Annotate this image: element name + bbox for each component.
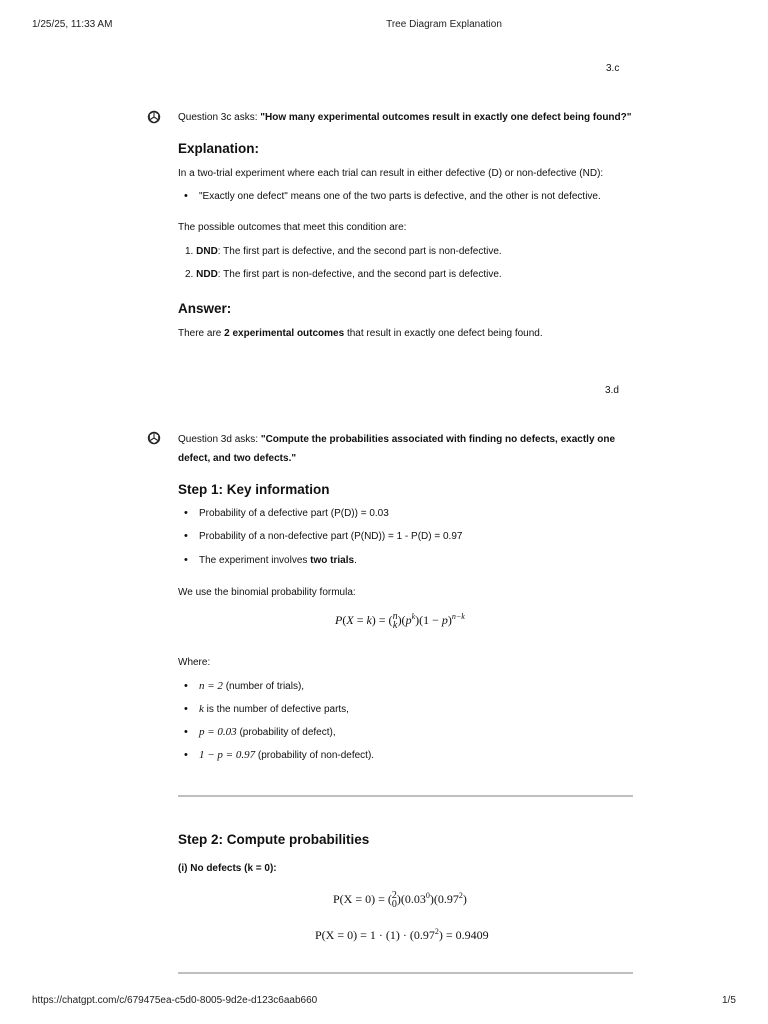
- eq1-mid: )(0.97: [429, 892, 459, 906]
- binomial-formula: P(X = k) = (n $k)(p^k)(1 - p)^{n-k}$: [335, 611, 465, 632]
- eq1-lhs: P(X = 0) = (: [333, 892, 392, 906]
- question-3d-text-line2: defect, and two defects.": [178, 453, 297, 464]
- where-item: [199, 703, 349, 716]
- eq2-main: P(X = 0) = 1 · (1) · (0.97: [315, 928, 435, 942]
- key-info-bullet: • Probability of a defective part (P(D)) = 0.03: [199, 507, 389, 520]
- print-title: Tree Diagram Explanation: [386, 19, 502, 30]
- where-item-text: is the number of defective parts,: [203, 704, 349, 715]
- equation-p0-setup: [333, 891, 467, 909]
- answer-post: that result in exactly one defect being found.: [344, 328, 543, 339]
- section-divider: [178, 972, 633, 974]
- where-item-math: k: [199, 703, 204, 715]
- answer-text: [178, 327, 543, 340]
- list-item-term: NDD: [196, 269, 218, 280]
- print-url: https://chatgpt.com/c/679475ea-c5d0-8005-9d2e-d123c6aab660: [32, 995, 318, 1006]
- where-item: [199, 726, 336, 739]
- eq1-exp2: 2: [458, 891, 463, 900]
- answer-bold: 2 experimental outcomes: [224, 328, 345, 339]
- eq1-end: ): [462, 892, 467, 906]
- question-3c-prefix: Question 3c asks:: [178, 112, 261, 123]
- list-item-number: 2.: [185, 269, 194, 280]
- where-item-math: 1 − p = 0.97: [199, 749, 256, 761]
- subcase-no-defects: (i) No defects (k = 0):: [178, 863, 277, 874]
- answer-pre: There are: [178, 328, 225, 339]
- list-item: [185, 268, 502, 281]
- where-item-text: (probability of defect),: [236, 727, 336, 738]
- list-item: [185, 245, 502, 258]
- bullet-post: .: [354, 555, 357, 566]
- step1-heading: Step 1: Key information: [178, 482, 330, 497]
- question-3c: [178, 111, 632, 124]
- formula-intro: We use the binomial probability formula:: [178, 587, 356, 598]
- explanation-bullet: • "Exactly one defect" means one of the two parts is defective, and the other is not defective.: [199, 190, 601, 203]
- eq1-rest: )(0.03: [396, 892, 426, 906]
- list-item-text: : The first part is defective, and the second part is non-defective.: [217, 246, 502, 257]
- list-item-term: DND: [196, 246, 218, 257]
- key-info-bullet: • Probability of a non-defective part (P(ND)) = 1 - P(D) = 0.97: [199, 530, 462, 543]
- where-item-math: p = 0.03: [199, 726, 237, 738]
- answer-heading: Answer:: [178, 301, 232, 316]
- eq1-binom-bottom: 0: [391, 899, 397, 911]
- bullet-bold: two trials: [310, 555, 355, 566]
- print-datetime: 1/25/25, 11:33 AM: [32, 19, 113, 30]
- chatgpt-logo-icon: [146, 430, 162, 446]
- key-info-bullet: [199, 554, 357, 567]
- section-divider: [178, 795, 633, 797]
- section-marker-3d: 3.d: [605, 385, 619, 396]
- eq1-binom-top: 2: [391, 890, 397, 902]
- page-number: 1/5: [722, 995, 736, 1006]
- bullet-pre: The experiment involves: [199, 555, 311, 566]
- question-3c-text: "How many experimental outcomes result in exactly one defect being found?": [260, 112, 632, 123]
- question-3d: [178, 430, 618, 468]
- explanation-heading: Explanation:: [178, 141, 260, 156]
- question-3d-text-line1: "Compute the probabilities associated with finding no defects, exactly one: [260, 434, 616, 445]
- where-item: [199, 749, 374, 762]
- where-item-math: n = 2: [199, 680, 223, 692]
- eq2-end: ) = 0.9409: [438, 928, 489, 942]
- eq1-exp0: 0: [425, 891, 430, 900]
- list-item-text: : The first part is non-defective, and the second part is defective.: [217, 269, 502, 280]
- question-3d-prefix: Question 3d asks:: [178, 434, 261, 445]
- eq2-exp: 2: [434, 927, 439, 936]
- explanation-intro: In a two-trial experiment where each trial can result in either defective (D) or non-defective (ND):: [178, 168, 604, 179]
- chatgpt-logo-icon: [146, 109, 162, 125]
- step2-heading: Step 2: Compute probabilities: [178, 832, 370, 847]
- section-marker-3c: 3.c: [606, 63, 620, 74]
- where-item-text: (number of trials),: [222, 681, 305, 692]
- where-item: [199, 680, 304, 693]
- list-item-number: 1.: [185, 246, 194, 257]
- possible-outcomes-intro: The possible outcomes that meet this condition are:: [178, 222, 407, 233]
- equation-p0-result: [315, 927, 489, 943]
- where-item-text: (probability of non-defect).: [255, 750, 375, 761]
- where-label: Where:: [178, 657, 211, 668]
